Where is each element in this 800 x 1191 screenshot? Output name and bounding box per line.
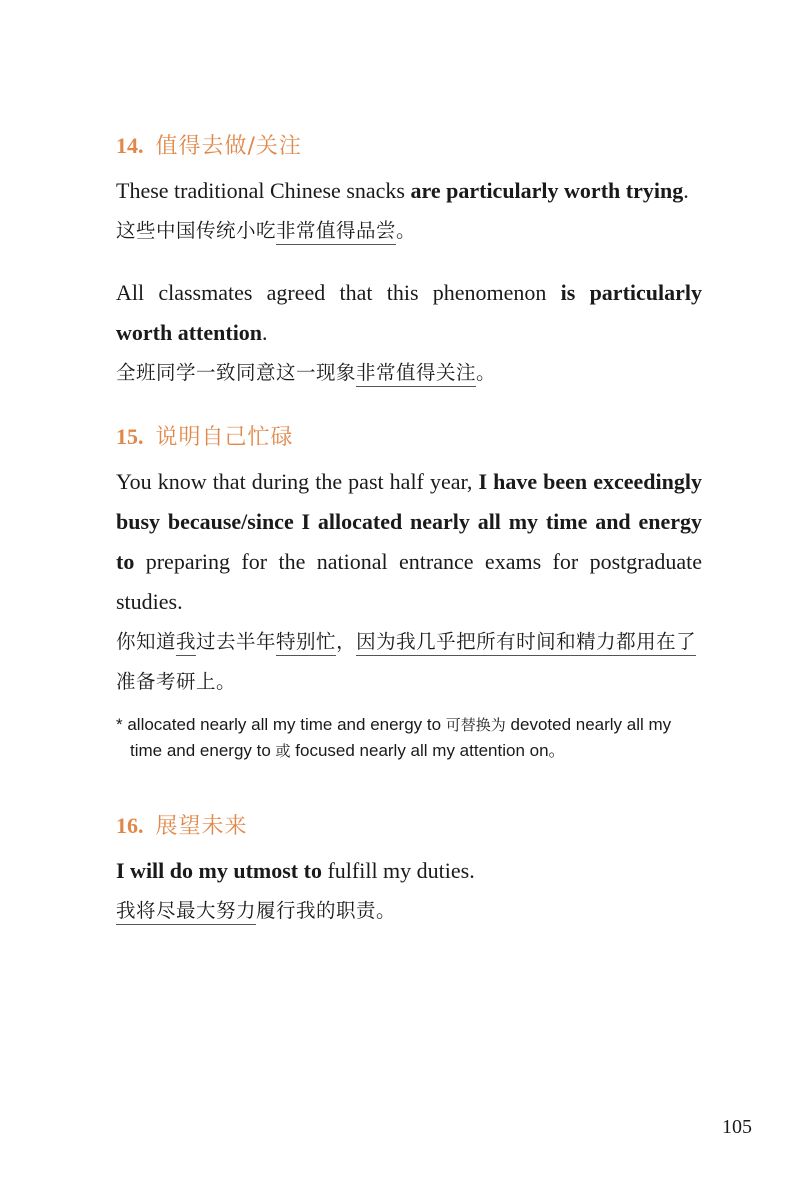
section-number: 16.	[116, 813, 144, 838]
page-content	[116, 128, 702, 931]
text: 可替换为	[445, 716, 506, 734]
example-english	[116, 462, 702, 622]
text: fulfill my duties.	[321, 858, 475, 883]
example-chinese	[116, 891, 702, 931]
section-heading-14	[116, 128, 702, 165]
text: 你知道	[116, 630, 177, 653]
text: 准备考研上。	[116, 670, 237, 693]
text: .	[262, 320, 268, 345]
bold-phrase: is particularly worth attention	[116, 280, 702, 345]
asterisk: *	[116, 715, 123, 734]
section-number: 14.	[116, 133, 144, 158]
text: 或	[275, 742, 291, 760]
text: 。	[548, 741, 566, 760]
text: allocated nearly all my time and energy to	[122, 715, 446, 734]
text: preparing for the national entrance exams for postgraduate studies.	[116, 549, 702, 614]
underlined-phrase: 我	[176, 630, 196, 656]
underlined-phrase: 非常值得品尝	[276, 219, 396, 245]
section-heading-16	[116, 808, 702, 845]
section-number: 15.	[116, 424, 144, 449]
text: ，	[336, 630, 357, 653]
page-number: 105	[722, 1116, 752, 1138]
text: .	[683, 178, 689, 203]
bold-phrase: I have been exceedingly busy because/since I allocated nearly all my time and energy to	[116, 469, 702, 574]
underlined-phrase: 我将尽最大努力	[116, 899, 256, 925]
section-title: 说明自己忙碌	[155, 425, 294, 450]
underlined-phrase: 非常值得关注	[356, 361, 476, 387]
footnote	[116, 712, 702, 764]
underlined-phrase: 特别忙	[276, 630, 336, 656]
text: 。	[396, 219, 417, 242]
text: You know that during the past half year,	[116, 469, 479, 494]
section-title: 值得去做/关注	[155, 134, 302, 159]
section-heading-15	[116, 419, 702, 456]
section-title: 展望未来	[155, 814, 248, 839]
text: focused nearly all my attention on	[290, 741, 549, 760]
example-chinese	[116, 211, 702, 251]
bold-phrase: I will do my utmost to	[116, 858, 322, 883]
text: 。	[476, 361, 497, 384]
example-chinese	[116, 622, 702, 702]
text: 过去半年	[196, 630, 277, 653]
text: 履行我的职责。	[256, 899, 397, 922]
example-chinese	[116, 353, 702, 393]
text: 全班同学一致同意这一现象	[116, 361, 357, 384]
bold-phrase: are particularly worth trying	[410, 178, 684, 203]
example-english	[116, 851, 702, 891]
underlined-phrase: 因为我几乎把所有时间和精力都用在了	[356, 630, 696, 656]
text: devoted nearly all my time and energy to	[130, 715, 672, 760]
text: All classmates agreed that this phenomenon	[116, 280, 561, 305]
text: 这些中国传统小吃	[116, 219, 277, 242]
text: These traditional Chinese snacks	[116, 178, 411, 203]
example-english	[116, 273, 702, 353]
example-english	[116, 171, 702, 211]
